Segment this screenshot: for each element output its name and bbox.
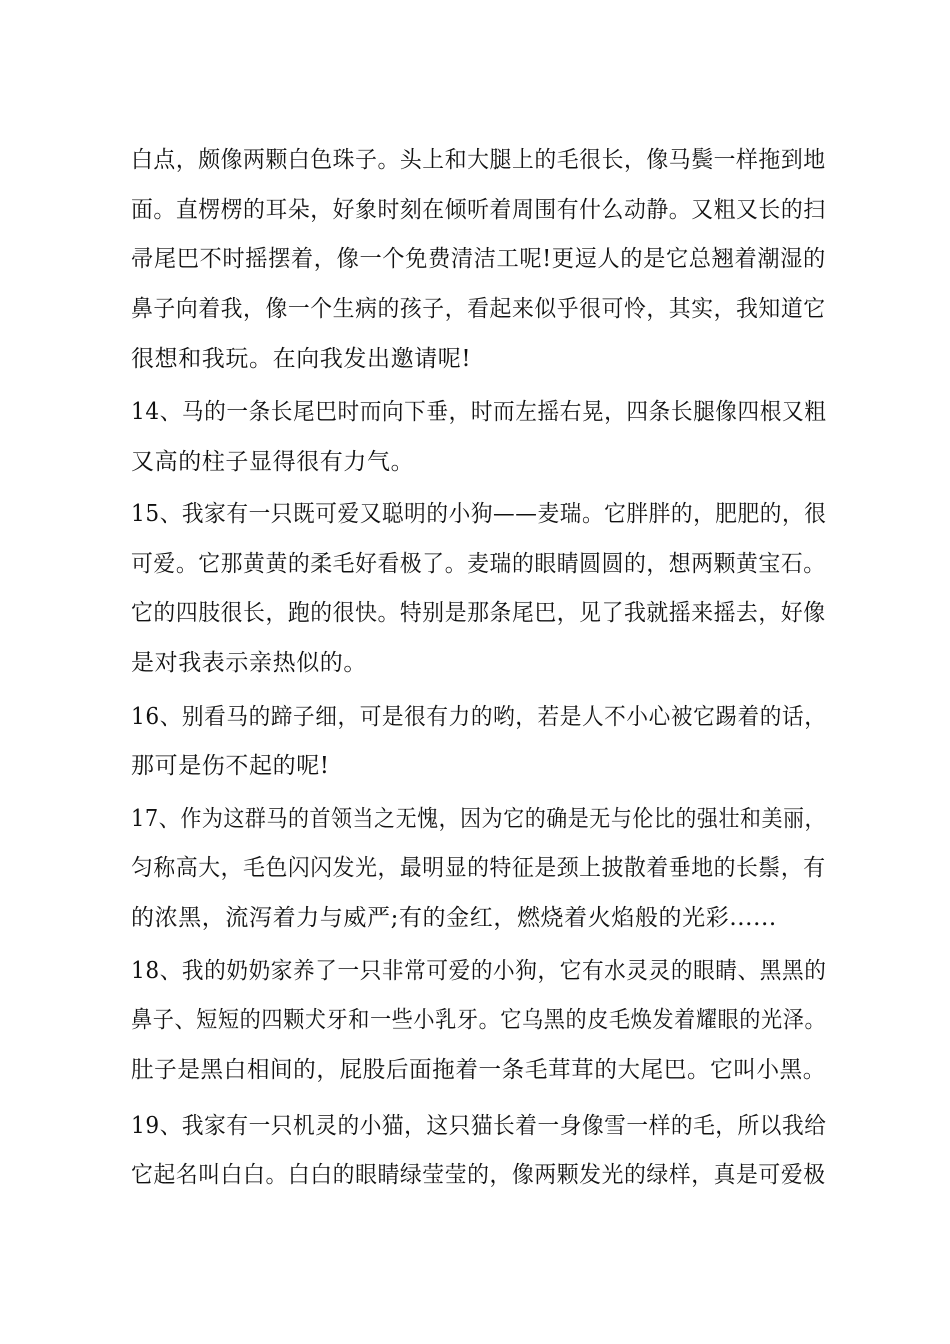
text-line: 它的四肢很长，跑的很快。特别是那条尾巴，见了我就摇来摇去，好像 <box>131 600 826 626</box>
text-line: 那可是伤不起的呢! <box>131 753 330 779</box>
text-line: 17、作为这群马的首领当之无愧，因为它的确是无与伦比的强壮和美丽， <box>131 806 827 832</box>
text-line: 16、别看马的蹄子细，可是很有力的哟，若是人不小心被它踢着的话， <box>131 704 827 730</box>
text-line: 18、我的奶奶家养了一只非常可爱的小狗，它有水灵灵的眼睛、黑黑的 <box>131 958 827 984</box>
text-line: 它起名叫白白。白白的眼睛绿莹莹的，像两颗发光的绿样，真是可爱极 <box>131 1162 826 1188</box>
text-line: 14、马的一条长尾巴时而向下垂，时而左摇右晃，四条长腿像四根又粗 <box>131 399 827 425</box>
text-line: 的浓黑，流泻着力与威严;有的金红，燃烧着火焰般的光彩...... <box>131 905 777 931</box>
text-line: 白点，颇像两颗白色珠子。头上和大腿上的毛很长，像马鬓一样拖到地 <box>131 147 826 173</box>
text-line: 可爱。它那黄黄的柔毛好看极了。麦瑞的眼睛圆圆的，想两颗黄宝石。 <box>131 551 826 577</box>
text-line: 肚子是黑白相间的，屁股后面拖着一条毛茸茸的大尾巴。它叫小黑。 <box>131 1057 826 1083</box>
text-line: 是对我表示亲热似的。 <box>131 650 367 676</box>
text-line: 很想和我玩。在向我发出邀请呢! <box>131 346 472 372</box>
text-line: 15、我家有一只既可爱又聪明的小狗——麦瑞。它胖胖的，肥肥的，很 <box>131 501 827 527</box>
text-line: 匀称高大，毛色闪闪发光，最明显的特征是颈上披散着垂地的长鬃，有 <box>131 855 826 881</box>
text-line: 鼻子向着我，像一个生病的孩子，看起来似乎很可怜，其实，我知道它 <box>131 296 826 322</box>
text-line: 鼻子、短短的四颗犬牙和一些小乳牙。它乌黑的皮毛焕发着耀眼的光泽。 <box>131 1007 827 1033</box>
text-line: 又高的柱子显得很有力气。 <box>131 449 415 475</box>
text-line: 面。直楞楞的耳朵，好象时刻在倾听着周围有什么动静。又粗又长的扫 <box>131 197 826 223</box>
text-line: 帚尾巴不时摇摆着，像一个免费清洁工呢!更逗人的是它总翘着潮湿的 <box>131 246 826 272</box>
text-line: 19、我家有一只机灵的小猫，这只猫长着一身像雪一样的毛，所以我给 <box>131 1113 827 1139</box>
